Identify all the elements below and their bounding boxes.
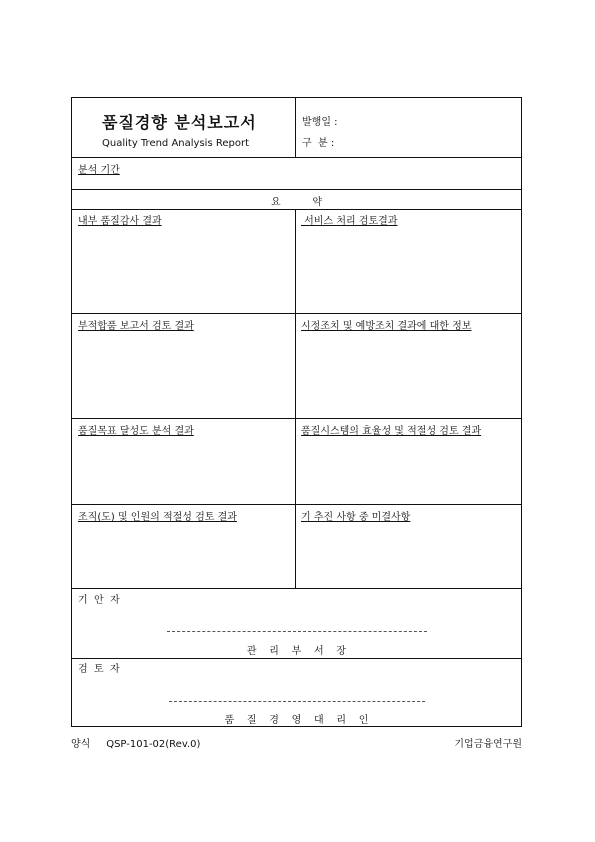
reviewer-signature-line <box>169 701 425 702</box>
service-review-label: 서비스 처리 검토결과 <box>301 216 398 227</box>
corrective-action-label: 시정조치 및 예방조치 결과에 대한 정보 <box>301 321 472 332</box>
manager-title: 관 리 부 서 장 <box>246 646 347 657</box>
quality-goal-label: 품질목표 달성도 분석 결과 <box>78 426 194 437</box>
form-number: 양식 QSP-101-02(Rev.0) <box>71 739 201 750</box>
divider <box>72 504 521 505</box>
divider <box>72 588 521 589</box>
summary-label: 요 약 <box>270 197 323 208</box>
report-title-en: Quality Trend Analysis Report <box>102 138 249 149</box>
nonconforming-review-label: 부적합품 보고서 검토 결과 <box>78 321 194 332</box>
divider <box>72 418 521 419</box>
divider <box>72 157 521 158</box>
divider <box>72 313 521 314</box>
quality-trend-report-form <box>71 97 522 727</box>
header-divider <box>295 98 296 157</box>
reviewer-label: 검 토 자 <box>78 664 120 675</box>
analysis-period-label: 분석 기간 <box>78 165 120 176</box>
drafter-signature-line <box>167 631 427 632</box>
divider <box>72 189 521 190</box>
report-title-ko: 품질경향 분석보고서 <box>102 113 257 132</box>
pending-items-label: 기 추진 사항 중 미결사항 <box>301 512 411 523</box>
drafter-label: 기 안 자 <box>78 595 120 606</box>
qm-representative-title: 품 질 경 영 대 리 인 <box>224 715 369 726</box>
organization-name: 기업금융연구원 <box>454 739 522 750</box>
divider <box>72 658 521 659</box>
column-divider <box>295 209 296 588</box>
qms-review-label: 품질시스템의 효율성 및 적절성 검토 결과 <box>301 426 482 437</box>
category-label: 구 분 : <box>302 138 335 149</box>
issue-date-label: 발행일 : <box>302 117 338 128</box>
internal-audit-label: 내부 품질감사 결과 <box>78 216 162 227</box>
divider <box>72 209 521 210</box>
organization-review-label: 조직(도) 및 인원의 적절성 검토 결과 <box>78 512 237 523</box>
